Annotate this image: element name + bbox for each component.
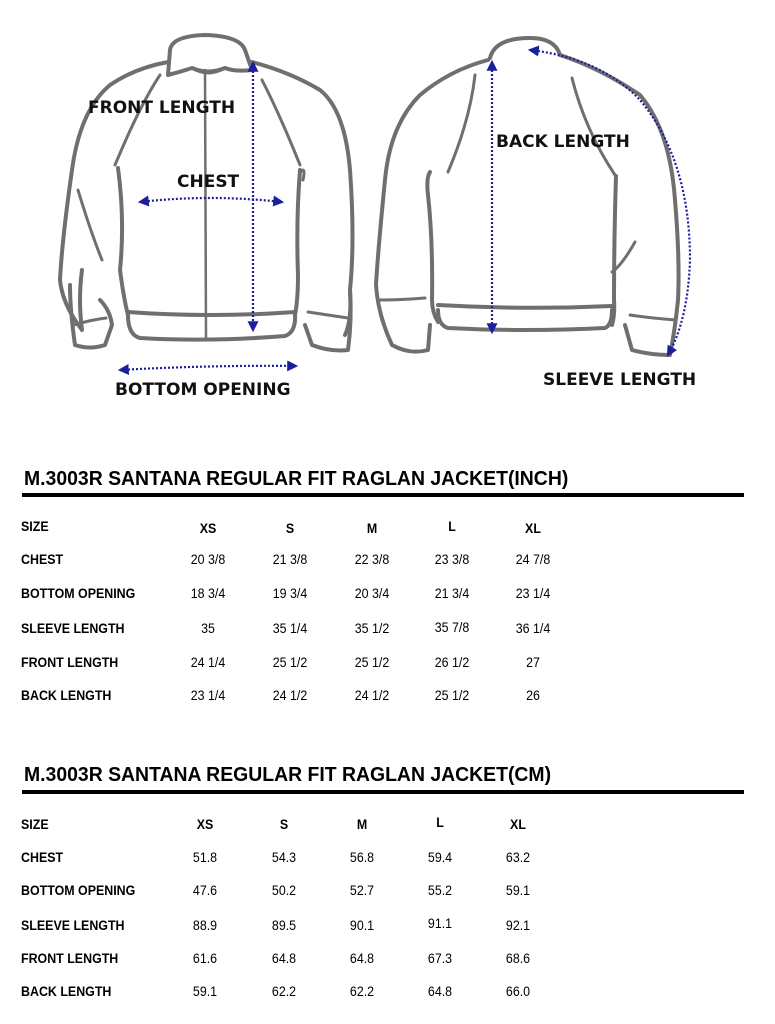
table-header-row xyxy=(0,817,775,837)
table-row-sleeve-length xyxy=(0,918,775,938)
table-cell: 19 3/4 xyxy=(272,586,308,601)
table-cell: 61.6 xyxy=(192,951,218,966)
row-label: SLEEVE LENGTH xyxy=(21,621,125,636)
size-xl-header: XL xyxy=(525,521,541,536)
sleeve-length-label: SLEEVE LENGTH xyxy=(543,370,697,390)
size-s-header: S xyxy=(279,817,289,832)
jacket-measurement-diagram xyxy=(0,0,775,420)
table-row-chest xyxy=(0,552,775,572)
row-label: FRONT LENGTH xyxy=(21,655,119,670)
table-cell: 24 1/2 xyxy=(272,688,308,703)
size-m-header: M xyxy=(356,817,368,832)
table-row-bottom-opening xyxy=(0,883,775,903)
table-cell: 27 xyxy=(526,655,540,670)
table-cell: 59.1 xyxy=(505,883,531,898)
table-cell: 54.3 xyxy=(271,850,297,865)
table-cell: 67.3 xyxy=(427,951,453,966)
table-cell: 91.1 xyxy=(427,916,453,931)
table-cell: 51.8 xyxy=(192,850,218,865)
table-cell: 18 3/4 xyxy=(190,586,226,601)
table-row-front-length xyxy=(0,951,775,971)
table-cell: 36 1/4 xyxy=(515,621,551,636)
table-cell: 88.9 xyxy=(192,918,218,933)
row-label: BACK LENGTH xyxy=(21,984,112,999)
row-label: BOTTOM OPENING xyxy=(21,586,136,601)
bottom-opening-label: BOTTOM OPENING xyxy=(115,380,291,400)
table-cell: 24 1/4 xyxy=(190,655,226,670)
table-cell: 62.2 xyxy=(349,984,375,999)
table-cell: 59.4 xyxy=(427,850,453,865)
chest-label: CHEST xyxy=(177,172,240,192)
size-l-header: L xyxy=(448,519,456,534)
chest-arrow xyxy=(140,198,282,202)
table-row-chest xyxy=(0,850,775,870)
table-cell: 35 7/8 xyxy=(434,620,470,635)
table-cell: 22 3/8 xyxy=(354,552,390,567)
table-cell: 25 1/2 xyxy=(272,655,308,670)
size-s-header: S xyxy=(285,521,295,536)
table-cell: 90.1 xyxy=(349,918,375,933)
size-m-header: M xyxy=(366,521,378,536)
table-cell: 21 3/8 xyxy=(272,552,308,567)
table-row-back-length xyxy=(0,984,775,1004)
row-label: SLEEVE LENGTH xyxy=(21,918,125,933)
table-cell: 26 xyxy=(526,688,540,703)
table-cell: 24 7/8 xyxy=(515,552,551,567)
table-cell: 62.2 xyxy=(271,984,297,999)
row-label: CHEST xyxy=(21,850,64,865)
table-cell: 24 1/2 xyxy=(354,688,390,703)
table-cell: 89.5 xyxy=(271,918,297,933)
table-row-back-length xyxy=(0,688,775,708)
table-cell: 52.7 xyxy=(349,883,375,898)
row-label: BOTTOM OPENING xyxy=(21,883,136,898)
table-cell: 47.6 xyxy=(192,883,218,898)
table-cell: 50.2 xyxy=(271,883,297,898)
table-cell: 64.8 xyxy=(271,951,297,966)
table-cell: 23 1/4 xyxy=(190,688,226,703)
table-cell: 66.0 xyxy=(505,984,531,999)
table-cell: 23 3/8 xyxy=(434,552,470,567)
inch-table-title: M.3003R SANTANA REGULAR FIT RAGLAN JACKET(INCH) xyxy=(24,468,569,490)
table-header-row xyxy=(0,519,775,539)
row-label: FRONT LENGTH xyxy=(21,951,119,966)
table-cell: 92.1 xyxy=(505,918,531,933)
size-header-label: SIZE xyxy=(21,817,49,832)
inch-title-divider xyxy=(22,493,744,497)
back-jacket-illustration xyxy=(376,38,679,355)
table-cell: 26 1/2 xyxy=(434,655,470,670)
table-cell: 20 3/8 xyxy=(190,552,226,567)
table-cell: 63.2 xyxy=(505,850,531,865)
front-length-label: FRONT LENGTH xyxy=(88,98,236,118)
row-label: BACK LENGTH xyxy=(21,688,112,703)
table-cell: 64.8 xyxy=(349,951,375,966)
table-row-sleeve-length xyxy=(0,621,775,641)
table-cell: 59.1 xyxy=(192,984,218,999)
table-cell: 35 1/4 xyxy=(272,621,308,636)
table-cell: 25 1/2 xyxy=(434,688,470,703)
size-xl-header: XL xyxy=(510,817,526,832)
bottom-opening-arrow xyxy=(120,366,296,370)
table-cell: 68.6 xyxy=(505,951,531,966)
back-length-label: BACK LENGTH xyxy=(496,132,630,152)
table-cell: 35 xyxy=(201,621,215,636)
table-cell: 55.2 xyxy=(427,883,453,898)
size-l-header: L xyxy=(436,815,444,830)
table-row-bottom-opening xyxy=(0,586,775,606)
table-cell: 20 3/4 xyxy=(354,586,390,601)
table-cell: 23 1/4 xyxy=(515,586,551,601)
size-xs-header: XS xyxy=(199,521,217,536)
table-cell: 35 1/2 xyxy=(354,621,390,636)
row-label: CHEST xyxy=(21,552,64,567)
size-xs-header: XS xyxy=(196,817,214,832)
size-header-label: SIZE xyxy=(21,519,49,534)
front-jacket-illustration xyxy=(60,35,353,350)
table-cell: 21 3/4 xyxy=(434,586,470,601)
table-cell: 25 1/2 xyxy=(354,655,390,670)
cm-table-title: M.3003R SANTANA REGULAR FIT RAGLAN JACKET(CM) xyxy=(24,764,552,786)
table-cell: 56.8 xyxy=(349,850,375,865)
table-cell: 64.8 xyxy=(427,984,453,999)
cm-title-divider xyxy=(22,790,744,794)
table-row-front-length xyxy=(0,655,775,675)
